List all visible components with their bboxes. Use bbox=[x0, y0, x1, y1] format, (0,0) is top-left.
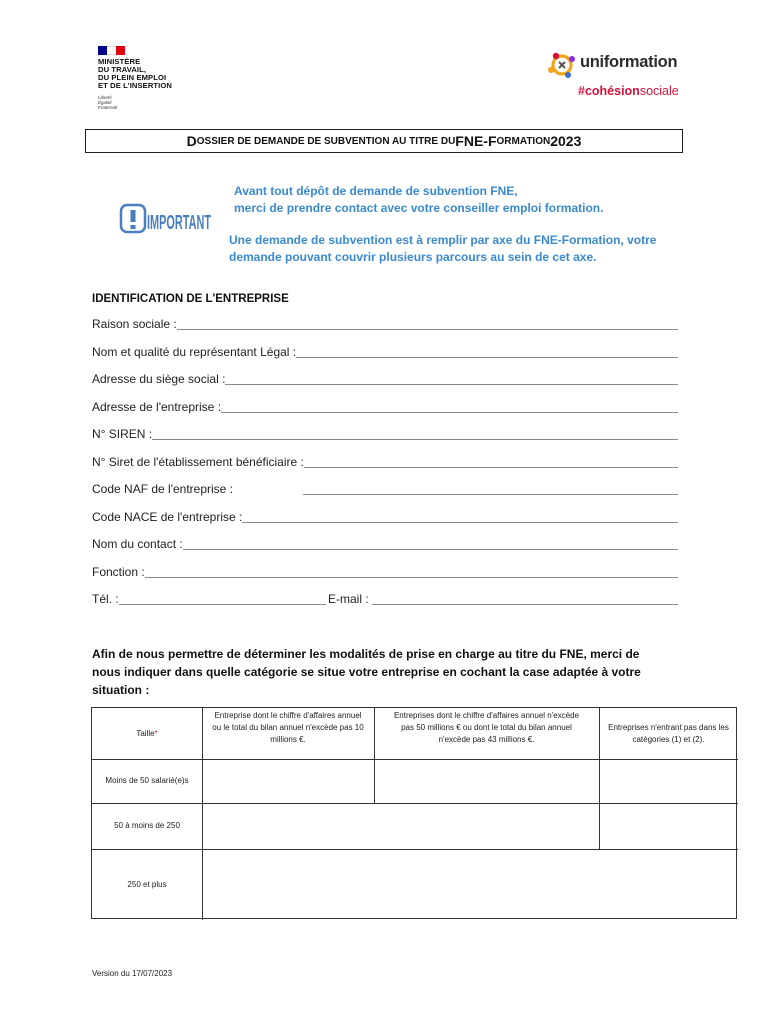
document-title: D OSSIER DE DEMANDE DE SUBVENTION AU TITRE DU FNE-F ORMATION 2023 bbox=[85, 129, 683, 153]
row-label-medium: 50 à moins de 250 bbox=[114, 821, 180, 830]
fill-line bbox=[92, 329, 678, 330]
field-adresse-entreprise[interactable]: Adresse de l'entreprise : bbox=[92, 400, 678, 416]
identification-heading: IDENTIFICATION DE L'ENTREPRISE bbox=[92, 293, 289, 305]
header-category-1: Entreprise dont le chiffre d'affaires annuel ou le total du bilan annuel n'excède pas 10 millions €. bbox=[212, 711, 364, 744]
notice-axis: Une demande de subvention est à remplir par axe du FNE-Formation, votre demande pouvant couvrir plusieurs parcours au sein de cet axe. bbox=[229, 233, 657, 264]
notice-contact: Avant tout dépôt de demande de subvention FNE, merci de prendre contact avec votre conseiller emploi formation. bbox=[234, 184, 604, 215]
uniformation-mark-icon bbox=[546, 50, 578, 80]
ministry-motto: Liberté Égalité Fraternité bbox=[98, 95, 118, 110]
field-siren[interactable]: N° SIREN : bbox=[92, 427, 678, 443]
category-question: Afin de nous permettre de déterminer les modalités de prise en charge au titre du FNE, merci de nous indiquer dans quelle catégorie se situe votre entreprise en cochant la case adaptée à votre situation : bbox=[92, 647, 641, 697]
svg-text:IMPORTANT: IMPORTANT bbox=[147, 212, 211, 234]
tel-fill-line[interactable] bbox=[92, 604, 326, 605]
field-code-naf[interactable]: Code NAF de l'entreprise : bbox=[92, 482, 678, 498]
field-adresse-siege[interactable]: Adresse du siège social : bbox=[92, 372, 678, 388]
important-stamp bbox=[119, 200, 213, 235]
ministry-name: MINISTÈRE DU TRAVAIL, DU PLEIN EMPLOI ET DE L'INSERTION bbox=[98, 57, 172, 90]
row-label-large: 250 et plus bbox=[127, 879, 167, 889]
exclamation-icon bbox=[131, 210, 136, 222]
field-siret[interactable]: N° Siret de l'établissement bénéficiaire : bbox=[92, 455, 678, 471]
fill-line bbox=[92, 577, 678, 578]
cell-medium-cat12[interactable] bbox=[202, 803, 599, 849]
header-category-2: Entreprises dont le chiffre d'affaires annuel n'excède pas 50 millions € ou dont le total du bilan annuel n'excède pas 43 millions €. bbox=[393, 711, 580, 744]
cell-small-cat2[interactable] bbox=[374, 759, 599, 803]
field-tel-email bbox=[92, 592, 678, 608]
cell-large[interactable] bbox=[202, 849, 738, 920]
field-fonction[interactable]: Fonction : bbox=[92, 565, 678, 581]
version-footer: Version du 17/07/2023 bbox=[92, 969, 173, 978]
header-size: Taille* bbox=[136, 728, 158, 738]
uniformation-logo bbox=[546, 48, 696, 104]
uniformation-tagline: #cohésionsociale bbox=[578, 84, 679, 98]
field-code-nace[interactable]: Code NACE de l'entreprise : bbox=[92, 510, 678, 526]
header-category-3: Entreprises n'entrant pas dans les catégories (1) et (2). bbox=[608, 722, 729, 744]
email-label: E-mail : bbox=[328, 592, 369, 606]
tel-label: Tél. : bbox=[92, 592, 119, 606]
cell-small-cat1[interactable] bbox=[202, 759, 374, 803]
row-label-small: Moins de 50 salarié(e)s bbox=[105, 776, 189, 785]
fill-line bbox=[92, 439, 678, 440]
uniformation-brand: uniformation bbox=[580, 53, 678, 71]
french-flag-icon bbox=[98, 46, 125, 55]
cell-medium-cat3[interactable] bbox=[599, 803, 738, 849]
field-representant-legal[interactable]: Nom et qualité du représentant Légal : bbox=[92, 345, 678, 361]
fill-line bbox=[303, 494, 678, 495]
ministry-logo bbox=[94, 42, 189, 112]
cell-small-cat3[interactable] bbox=[599, 759, 738, 803]
field-raison-sociale[interactable]: Raison sociale : bbox=[92, 317, 678, 333]
field-nom-contact[interactable]: Nom du contact : bbox=[92, 537, 678, 553]
email-fill-line[interactable] bbox=[372, 604, 678, 605]
company-size-table bbox=[91, 707, 737, 919]
